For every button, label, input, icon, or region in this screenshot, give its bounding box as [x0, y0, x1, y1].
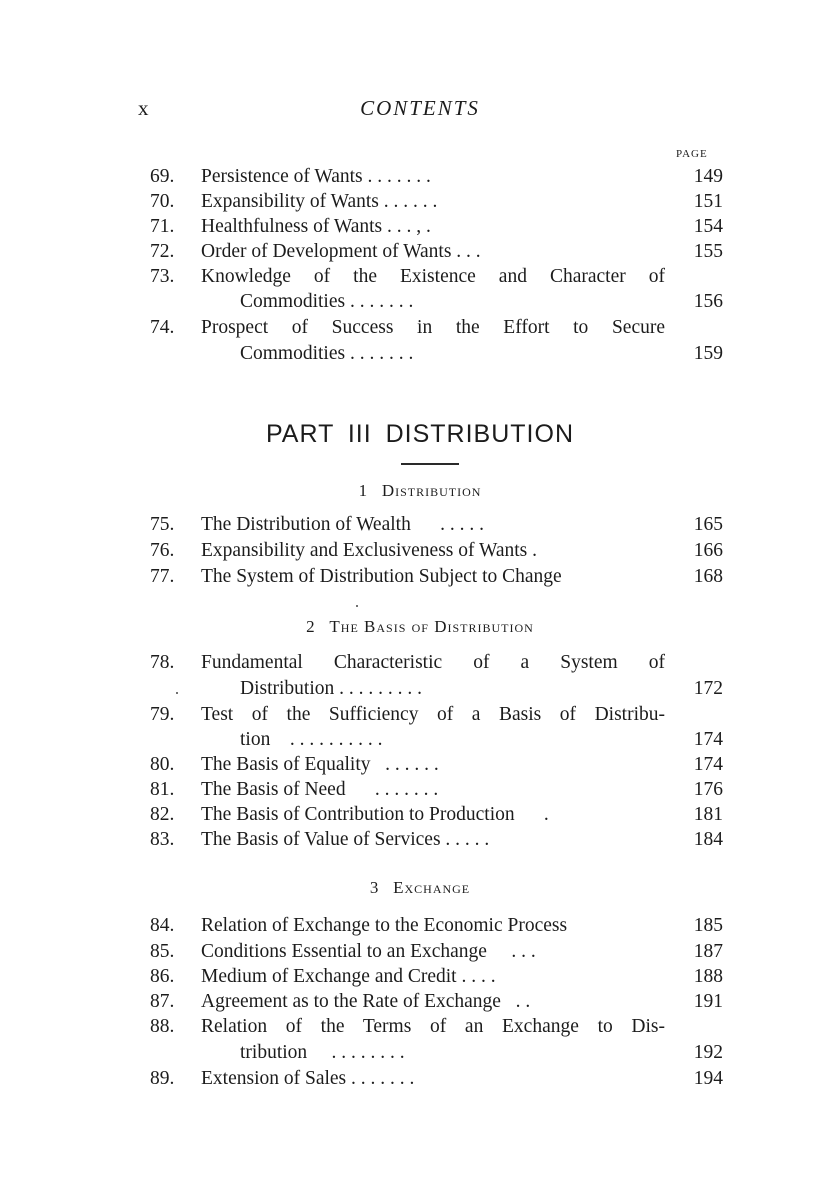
entry-title: Extension of Sales . . . . . . .: [201, 1068, 415, 1089]
entry-title: Relation of the Terms of an Exchange to Dis-: [201, 1016, 665, 1037]
toc-entry-71: [0, 214, 840, 240]
chapter-number: 3: [369, 878, 379, 897]
entry-title: Prospect of Success in the Effort to Secure: [201, 317, 665, 338]
leader-dots: . . . . . . .: [351, 1068, 415, 1089]
leader-dots: . . .: [456, 241, 481, 262]
leader-dots: . . . . . .: [385, 754, 439, 775]
leader-dots: . . . . . . .: [367, 166, 431, 187]
toc-entry-72: [0, 239, 840, 265]
toc-entry-76: [0, 538, 840, 564]
toc-entry-75: [0, 512, 840, 538]
entry-number: 83.: [150, 829, 175, 850]
leader-dots: . . . . . . .: [349, 291, 414, 312]
running-head: CONTENTS: [360, 96, 480, 120]
entry-title: Expansibility and Exclusiveness of Wants .: [201, 540, 538, 561]
toc-entry-79-cont: [0, 727, 840, 753]
toc-entry-86: [0, 964, 840, 990]
entry-title: Test of the Sufficiency of a Basis of Distribu-: [201, 704, 665, 725]
entry-title: Knowledge of the Existence and Character of: [201, 266, 665, 287]
entry-title: Order of Development of Wants . . .: [201, 241, 481, 262]
entry-title: The System of Distribution Subject to Change: [201, 566, 562, 587]
chapter-title: Distribution: [381, 481, 482, 500]
entry-title: Expansibility of Wants . . . . . .: [201, 191, 438, 212]
entry-number: 69.: [150, 166, 175, 187]
toc-entry-80: [0, 752, 840, 778]
entry-page: 185: [693, 915, 723, 936]
toc-entry-89: [0, 1066, 840, 1092]
toc-entry-78-cont: [0, 676, 840, 702]
entry-page: 166: [693, 540, 723, 561]
chapter-heading-3: [0, 878, 840, 898]
entry-title: The Distribution of Wealth . . . . .: [201, 514, 484, 535]
toc-entry-78: [0, 650, 840, 676]
entry-title: Relation of Exchange to the Economic Process: [201, 915, 568, 936]
chapter-heading-2: [0, 617, 840, 637]
toc-entry-74: [0, 315, 840, 341]
entry-number: 78.: [150, 652, 175, 673]
entry-title: The Basis of Equality . . . . . .: [201, 754, 439, 775]
entry-number: 82.: [150, 804, 175, 825]
entry-title: Fundamental Characteristic of a System of: [201, 652, 665, 673]
part-heading-rule: [401, 463, 459, 465]
entry-title: Agreement as to the Rate of Exchange . .: [201, 991, 531, 1012]
entry-page: 184: [693, 829, 723, 850]
leader-dots: . . . .: [461, 966, 496, 987]
toc-entry-77: [0, 564, 840, 590]
entry-number: 72.: [150, 241, 175, 262]
entry-page: 181: [693, 804, 723, 825]
entry-page: 149: [693, 166, 723, 187]
entry-number: 73.: [150, 266, 175, 287]
entry-title: Conditions Essential to an Exchange . . .: [201, 941, 536, 962]
entry-title: Persistence of Wants . . . . . . .: [201, 166, 431, 187]
toc-entry-88: [0, 1014, 840, 1040]
leader-dots: . . .: [511, 941, 536, 962]
entry-number: 70.: [150, 191, 175, 212]
entry-page: 156: [693, 291, 723, 312]
part-heading: PART III DISTRIBUTION: [265, 420, 575, 448]
leader-dots: . . . . .: [440, 514, 484, 535]
leader-dots: . . . , .: [387, 216, 431, 237]
leader-dots: . . . . . . .: [349, 343, 414, 364]
leader-dots: . . . . .: [445, 829, 490, 850]
entry-number: 75.: [150, 514, 175, 535]
toc-entry-82: [0, 802, 840, 828]
toc-entry-74-cont: [0, 341, 840, 367]
entry-title: Medium of Exchange and Credit . . . .: [201, 966, 496, 987]
entry-number: 80.: [150, 754, 175, 775]
chapter-number: 1: [358, 481, 368, 500]
chapter-number: 2: [306, 617, 316, 636]
toc-entry-88-cont: [0, 1040, 840, 1066]
entry-page: 155: [693, 241, 723, 262]
leader-dots: . . . . . .: [383, 191, 438, 212]
entry-page: 151: [693, 191, 723, 212]
leader-dots: .: [543, 804, 549, 825]
entry-number: 88.: [150, 1016, 175, 1037]
entry-page: 174: [693, 729, 723, 750]
page-number: x: [138, 96, 150, 120]
toc-entry-84: [0, 913, 840, 939]
print-speck: [356, 605, 358, 607]
toc-entry-85: [0, 939, 840, 965]
toc-entry-73: [0, 264, 840, 290]
entry-title-continuation: Distribution . . . . . . . . .: [240, 678, 423, 699]
entry-number: 77.: [150, 566, 175, 587]
entry-page: 187: [693, 941, 723, 962]
entry-number: 74.: [150, 317, 175, 338]
entry-page: 191: [693, 991, 723, 1012]
entry-number: 79.: [150, 704, 175, 725]
leader-dots: . . . . . . . .: [331, 1042, 405, 1063]
toc-entry-69: [0, 164, 840, 190]
entry-number: 85.: [150, 941, 175, 962]
entry-number: 71.: [150, 216, 175, 237]
leader-dots: . .: [515, 991, 531, 1012]
entry-number: 86.: [150, 966, 175, 987]
entry-title-continuation: tion . . . . . . . . . .: [240, 729, 383, 750]
toc-entry-83: [0, 827, 840, 853]
leader-dots: . . . . . . . . .: [339, 678, 423, 699]
leader-dots: . . . . . . . . . .: [289, 729, 383, 750]
entry-title-continuation: Commodities . . . . . . .: [240, 291, 414, 312]
chapter-heading-1: [0, 481, 840, 501]
entry-page: 194: [693, 1068, 723, 1089]
toc-entry-79: [0, 702, 840, 728]
chapter-title: Exchange: [393, 878, 471, 897]
page-column-label: PAGE: [676, 148, 708, 160]
entry-title: The Basis of Contribution to Production .: [201, 804, 549, 825]
entry-title: The Basis of Value of Services . . . . .: [201, 829, 490, 850]
entry-number: 84.: [150, 915, 175, 936]
entry-number: 89.: [150, 1068, 175, 1089]
chapter-title: The Basis of Distribution: [329, 617, 534, 636]
toc-entry-70: [0, 189, 840, 215]
print-speck: [176, 692, 178, 694]
entry-page: 188: [693, 966, 723, 987]
entry-page: 154: [693, 216, 723, 237]
entry-title: Healthfulness of Wants . . . , .: [201, 216, 431, 237]
entry-title-continuation: Commodities . . . . . . .: [240, 343, 414, 364]
toc-entry-81: [0, 777, 840, 803]
entry-page: 168: [693, 566, 723, 587]
entry-page: 192: [693, 1042, 723, 1063]
entry-number: 76.: [150, 540, 175, 561]
entry-page: 174: [693, 754, 723, 775]
entry-title: The Basis of Need . . . . . . .: [201, 779, 439, 800]
entry-page: 159: [693, 343, 723, 364]
entry-title-continuation: tribution . . . . . . . .: [240, 1042, 405, 1063]
entry-number: 87.: [150, 991, 175, 1012]
leader-dots: .: [532, 540, 538, 561]
entry-page: 165: [693, 514, 723, 535]
entry-page: 176: [693, 779, 723, 800]
leader-dots: . . . . . . .: [374, 779, 439, 800]
toc-entry-73-cont: [0, 289, 840, 315]
entry-number: 81.: [150, 779, 175, 800]
toc-entry-87: [0, 989, 840, 1015]
entry-page: 172: [693, 678, 723, 699]
